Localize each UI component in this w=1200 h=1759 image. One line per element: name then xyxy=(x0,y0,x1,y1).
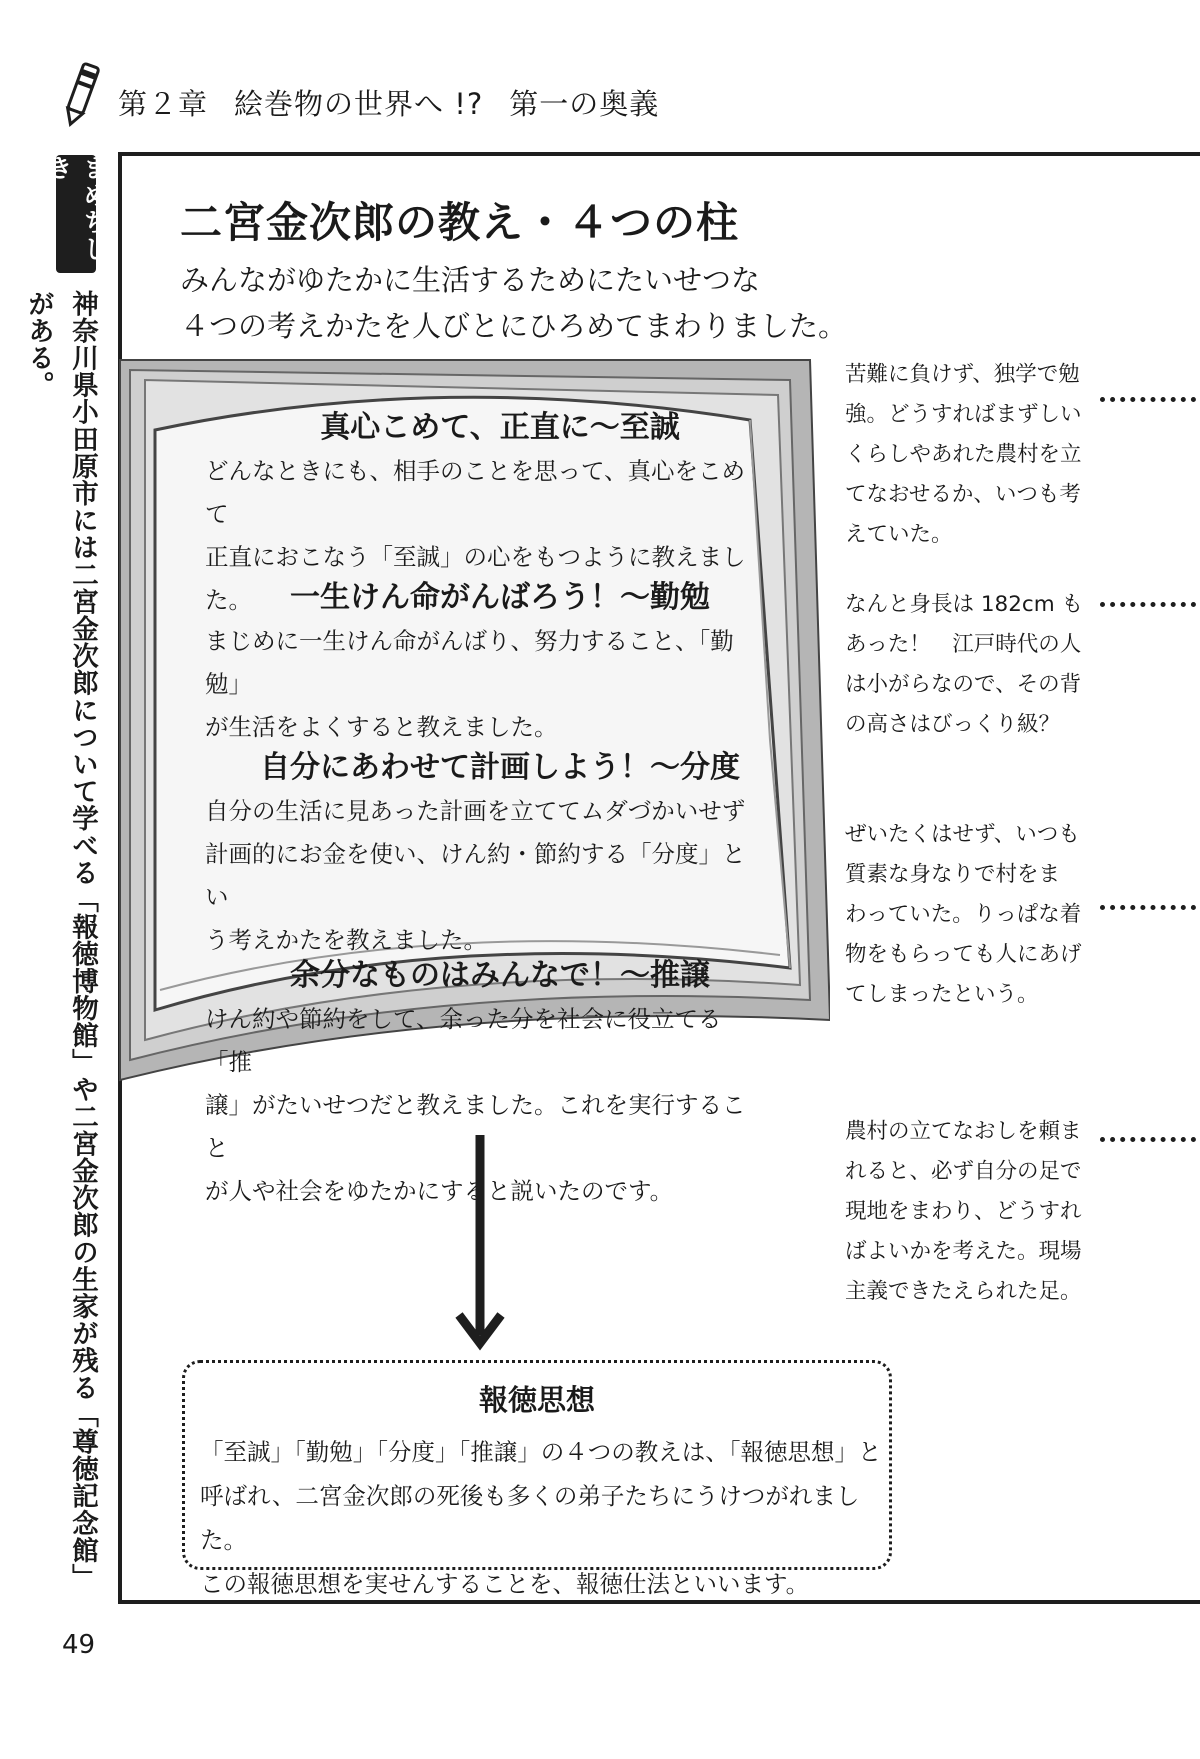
side-note-feet xyxy=(845,1112,1090,1312)
intro-line-1: みんながゆたかに生活するためにたいせつな xyxy=(180,263,761,297)
note-line: 質素な身なりで村をま xyxy=(845,862,1061,887)
chapter-heading xyxy=(118,82,659,123)
leader-line xyxy=(1100,602,1196,607)
section-line: が人や社会をゆたかにすると説いたのです。 xyxy=(205,1177,674,1205)
hotoku-line: 呼ばれ、二宮金次郎の死後も多くの弟子たちにうけつがれました。 xyxy=(200,1482,860,1554)
page-title: 二宮金次郎の教え・４つの柱 xyxy=(180,198,740,247)
note-line: 苦難に負けず、独学で勉 xyxy=(845,362,1080,387)
side-note-clothing xyxy=(845,815,1090,1015)
note-line: なんと身長は 182cm も xyxy=(845,592,1083,617)
section-title-kinben: 一生けん命がんばろう！～勤勉 xyxy=(290,580,710,615)
note-line: えていた。 xyxy=(845,522,953,547)
pencil-scroll-icon xyxy=(56,60,106,130)
note-line: の高さはびっくり級？ xyxy=(845,712,1061,737)
down-arrow-icon xyxy=(455,1135,505,1360)
leader-line xyxy=(1100,397,1196,402)
side-note-height xyxy=(845,585,1090,745)
note-line: れると、必ず自分の足で xyxy=(845,1159,1082,1184)
intro-line-2: ４つの考えかたを人びとにひろめてまわりました。 xyxy=(180,309,848,343)
section-body-kinben xyxy=(205,620,765,749)
hotoku-line: 「至誠」「勤勉」「分度」「推譲」の４つの教えは、「報徳思想」と xyxy=(200,1438,882,1466)
chapter-number: 第２章 xyxy=(118,87,209,121)
section-line: 自分の生活に見あった計画を立ててムダづかいせず xyxy=(205,797,746,825)
section-line: どんなときにも、相手のことを思って、真心をこめて xyxy=(205,457,746,528)
hotoku-body xyxy=(200,1430,890,1606)
section-line: う考えかたを教えました。 xyxy=(205,926,487,954)
note-line: ばよいかを考えた。現場 xyxy=(845,1239,1082,1264)
note-line: 現地をまわり、どうすれ xyxy=(845,1199,1082,1224)
hotoku-title: 報徳思想 xyxy=(478,1383,595,1417)
note-line: わっていた。りっぱな着 xyxy=(845,902,1082,927)
section-title-bundo: 自分にあわせて計画しよう！～分度 xyxy=(260,750,740,785)
section-line: まじめに一生けん命がんばり、努力すること、「勤勉」 xyxy=(205,627,734,698)
hotoku-line: この報徳思想を実せんすることを、報徳仕法といいます。 xyxy=(200,1570,810,1598)
mamechishiki-tab: まめちしき xyxy=(56,155,96,273)
note-line: ぜいたくはせず、いつも xyxy=(845,822,1080,847)
section-line: が生活をよくすると教えました。 xyxy=(205,713,558,741)
sidebar-trivia-text: 神奈川県小田原市には二宮金次郎について学べる「報徳博物館」や二宮金次郎の生家が残る「尊徳記念館」がある。 xyxy=(23,290,98,1578)
note-line: 主義できたえられた足。 xyxy=(845,1279,1082,1304)
note-line: てなおせるか、いつも考 xyxy=(845,482,1081,507)
leader-line xyxy=(1100,1137,1196,1142)
note-line: は小がらなので、その背 xyxy=(845,672,1082,697)
section-line: 計画的にお金を使い、けん約・節約する「分度」とい xyxy=(205,840,746,911)
note-line: 農村の立てなおしを頼ま xyxy=(845,1119,1082,1144)
section-title-shisei: 真心こめて、正直に～至誠 xyxy=(320,410,680,445)
chapter-title: 絵巻物の世界へ !? xyxy=(234,87,484,121)
note-line: あった！ 江戸時代の人 xyxy=(845,632,1082,657)
note-line: 物をもらっても人にあげ xyxy=(845,942,1082,967)
page-number: 49 xyxy=(62,1630,96,1660)
note-line: てしまったという。 xyxy=(845,982,1039,1007)
section-line: けん約や節約をして、余った分を社会に役立てる「推 xyxy=(205,1005,722,1076)
note-line: くらしやあれた農村を立 xyxy=(845,442,1082,467)
chapter-subtitle: 第一の奥義 xyxy=(509,87,660,121)
note-line: 強。どうすればまずしい xyxy=(845,402,1082,427)
page-header xyxy=(0,0,1200,150)
section-body-bundo xyxy=(205,790,765,962)
leader-line xyxy=(1100,905,1196,910)
section-title-suijo: 余分なものはみんなで！～推譲 xyxy=(290,958,710,993)
section-line: 正直におこなう「至誠」の心をもつように教えました。 xyxy=(205,543,746,614)
section-line: 譲」がたいせつだと教えました。これを実行すること xyxy=(205,1091,746,1162)
side-note-study xyxy=(845,355,1090,555)
